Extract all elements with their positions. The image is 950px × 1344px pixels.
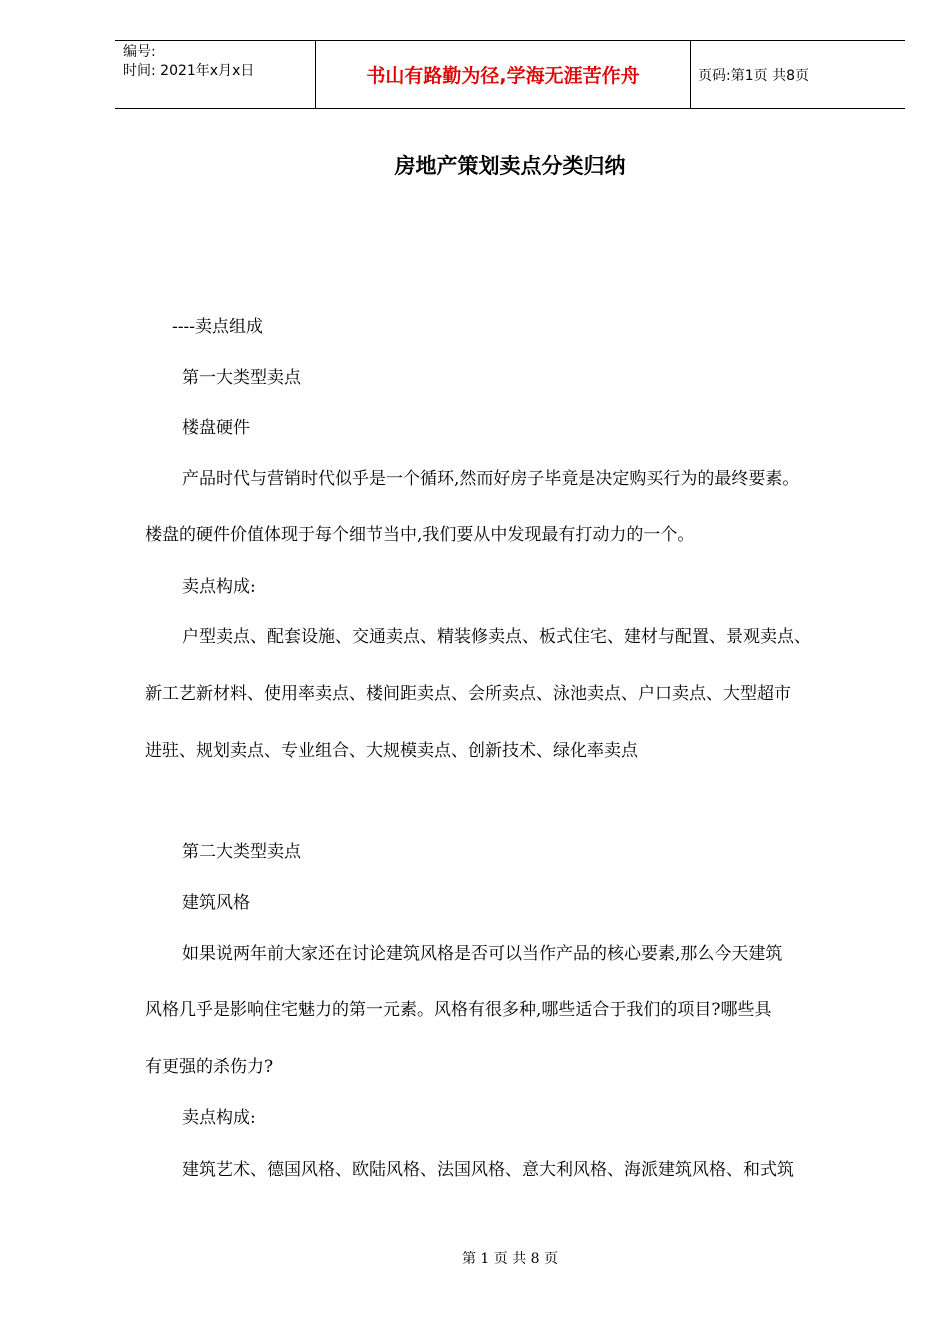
section1-heading: 第一大类型卖点 xyxy=(182,368,301,388)
section1-subheading: 楼盘硬件 xyxy=(182,418,250,438)
section2-heading: 第二大类型卖点 xyxy=(182,842,301,862)
section2-list-line: 建筑艺术、德国风格、欧陆风格、法国风格、意大利风格、海派建筑风格、和式筑 xyxy=(182,1160,794,1180)
section2-paragraph-line: 风格几乎是影响住宅魅力的第一元素。风格有很多种,哪些适合于我们的项目?哪些具 xyxy=(145,1000,772,1020)
section1-list-line: 进驻、规划卖点、专业组合、大规模卖点、创新技术、绿化率卖点 xyxy=(145,741,638,761)
section2-subheading: 建筑风格 xyxy=(182,893,250,913)
section1-list-line: 新工艺新材料、使用率卖点、楼间距卖点、会所卖点、泳池卖点、户口卖点、大型超市 xyxy=(145,684,791,704)
page-header xyxy=(115,40,905,109)
date-label: 时间: 2021年x月x日 xyxy=(123,63,255,79)
section2-paragraph-line: 如果说两年前大家还在讨论建筑风格是否可以当作产品的核心要素,那么今天建筑 xyxy=(182,944,783,964)
section1-composition-label: 卖点构成: xyxy=(182,577,256,597)
section2-paragraph-line: 有更强的杀伤力? xyxy=(145,1057,274,1077)
serial-number-label: 编号: xyxy=(123,44,156,60)
section1-list-line: 户型卖点、配套设施、交通卖点、精装修卖点、板式住宅、建材与配置、景观卖点、 xyxy=(182,627,811,647)
section1-paragraph-line: 楼盘的硬件价值体现于每个细节当中,我们要从中发现最有打动力的一个。 xyxy=(145,525,695,545)
intro-line: ----卖点组成 xyxy=(172,317,263,337)
header-page-info: 页码:第1页 共8页 xyxy=(698,68,809,84)
page-footer: 第 1 页 共 8 页 xyxy=(461,1251,559,1267)
header-meta xyxy=(123,43,313,81)
header-motto: 书山有路勤为径,学海无涯苦作舟 xyxy=(315,41,691,108)
section2-composition-label: 卖点构成: xyxy=(182,1108,256,1128)
document-title: 房地产策划卖点分类归纳 xyxy=(394,154,626,178)
section1-paragraph-line: 产品时代与营销时代似乎是一个循环,然而好房子毕竟是决定购买行为的最终要素。 xyxy=(182,469,800,489)
